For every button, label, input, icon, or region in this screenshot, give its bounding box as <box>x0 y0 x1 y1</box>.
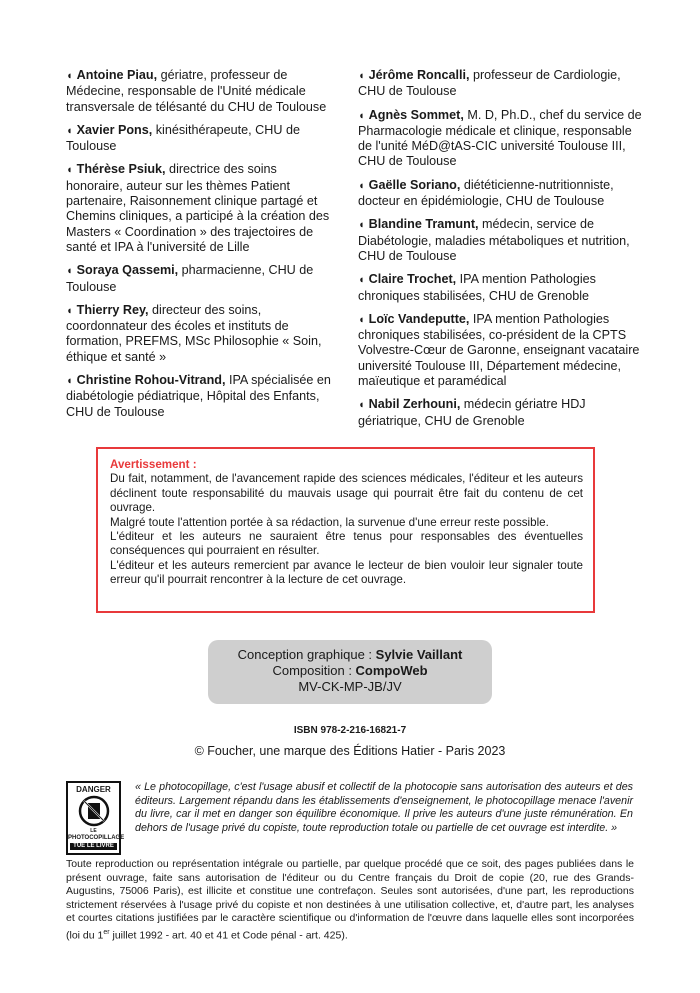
warning-paragraph: L'éditeur et les auteurs remercient par avance le lecteur de bien vouloir leur signaler toute erreur qu'il pourrait rencontrer à la lecture de cet ouvrage. <box>110 558 583 587</box>
danger-line: TUE LE LIVRE <box>70 843 117 850</box>
contributor-entry <box>66 123 336 155</box>
danger-line: LE <box>90 828 97 834</box>
contributor-description: directrice des soins honoraire, auteur sur les thèmes Patient partenaire, Raisonnement clinique partagé et Chemins cliniques, a participé à la création des Masters « Coordination » des trajectoires de santé et IPA à l'université de Lille <box>66 162 330 254</box>
photocopy-quote: « Le photocopillage, c'est l'usage abusif et collectif de la photocopie sans autorisation des auteurs et des éditeurs. Largement répandu dans les établissements d'enseignement, le photocopillage menace l'avenir du livre, car il met en danger son équilibre économique. Il prive les auteurs d'une juste rémunération. En dehors de l'usage privé du copiste, toute reproduction totale ou partielle de cet ouvrage est interdite. » <box>135 781 633 834</box>
contributor-entry <box>66 162 336 255</box>
bullet-icon: ◖ <box>358 70 365 82</box>
bullet-icon: ◖ <box>358 109 365 122</box>
contributor-entry <box>358 108 643 170</box>
credit-composition: Composition : CompoWeb <box>272 663 428 678</box>
copyright: © Foucher, une marque des Éditions Hatier - Paris 2023 <box>194 744 506 758</box>
contributor-description: IPA mention Pathologies chroniques stabilisées, CHU de Grenoble <box>358 272 596 303</box>
contributor-name: Thierry Rey, <box>76 302 149 317</box>
danger-line: PHOTOCOPILLAGE <box>68 835 125 841</box>
bullet-icon: ◖ <box>358 219 365 232</box>
contributors-left-column <box>66 68 336 437</box>
contributor-description: médecin, service de Diabétologie, maladies métaboliques et nutrition, CHU de Toulouse <box>358 217 630 263</box>
contributor-entry <box>66 68 336 115</box>
contributor-description: IPA mention Pathologies chroniques stabilisées, co-président de la CPTS Volvestre-Cœur de Garonne, enseignant vacataire université Toulouse III, Département médecine, maïeutique et paramédical <box>358 311 640 389</box>
contributor-description: directeur des soins, coordonnateur des écoles et instituts de formation, PREFMS, MSc Philosophie « Soin, éthique et santé » <box>66 302 322 364</box>
contributor-description: kinésithérapeute, CHU de Toulouse <box>66 122 300 154</box>
contributor-description: médecin gériatre HDJ gériatrique, CHU de Grenoble <box>358 397 586 428</box>
bullet-icon: ◖ <box>66 375 73 388</box>
bullet-icon: ◖ <box>358 399 365 412</box>
credits-box <box>208 640 492 704</box>
isbn: ISBN 978-2-216-16821-7 <box>293 725 407 736</box>
contributor-entry <box>358 68 643 100</box>
contributor-entry <box>358 217 643 264</box>
warning-paragraph: Du fait, notamment, de l'avancement rapide des sciences médicales, l'éditeur et les auteurs déclinent toute responsabilité du mauvais usage qui pourrait être fait du contenu de cet ouvrage. <box>110 472 583 515</box>
contributors-section <box>66 68 646 437</box>
contributor-name: Nabil Zerhouni, <box>368 397 461 412</box>
contributor-name: Xavier Pons, <box>76 122 153 137</box>
contributor-name: Gaëlle Soriano, <box>368 177 461 192</box>
warning-paragraph: Malgré toute l'attention portée à sa rédaction, la survenue d'une erreur reste possible. <box>110 515 549 529</box>
contributor-name: Blandine Tramunt, <box>368 217 479 232</box>
contributor-description: gériatre, professeur de Médecine, responsable de l'Unité médicale transversale de télésanté du CHU de Toulouse <box>66 68 327 114</box>
bullet-icon: ◖ <box>66 304 73 317</box>
designer-name: Sylvie Vaillant <box>375 647 463 662</box>
contributor-entry <box>66 263 336 295</box>
contributors-right-column <box>358 68 643 437</box>
contributor-description: diététicienne-nutritionniste, docteur en épidémiologie, CHU de Toulouse <box>358 177 614 209</box>
contributor-description: M. D, Ph.D., chef du service de Pharmacologie médicale et clinique, responsable de l'unité MéD@tAS-CIC université Toulouse III, CHU de Toulouse <box>358 107 642 169</box>
legal-notice: Toute reproduction ou représentation intégrale ou partielle, par quelque procédé que ce soit, des pages publiées dans le présent ouvrage, faite sans autorisation de l'éditeur ou du Centre français du Droit de copie (20, rue des Grands-Augustins, 75006 Paris), est illicite et constitue une contrefaçon. Seules sont autorisées, d'une part, les reproductions strictement réservées à l'usage privé du copiste et non destinées à une utilisation collective, et, d'autre part, les analyses et courtes citations justifiées par le caractère scientifique ou d'information de l'œuvre dans laquelle elles sont incorporées (loi du 1er juillet 1992 - art. 40 et 41 et Code pénal - art. 425). <box>66 858 634 942</box>
bullet-icon: ◖ <box>358 274 365 287</box>
no-photocopy-icon <box>77 795 111 827</box>
contributor-entry <box>66 303 336 365</box>
contributor-entry <box>358 397 643 429</box>
composition-name: CompoWeb <box>355 663 428 678</box>
credit-codes: MV-CK-MP-JB/JV <box>298 679 402 694</box>
contributor-name: Claire Trochet, <box>368 272 457 287</box>
bullet-icon: ◖ <box>66 164 73 177</box>
bullet-icon: ◖ <box>358 179 365 192</box>
contributor-name: Antoine Piau, <box>76 68 158 82</box>
credit-design: Conception graphique : Sylvie Vaillant <box>237 647 463 662</box>
contributor-description: professeur de Cardiologie, CHU de Toulouse <box>358 68 621 99</box>
contributor-name: Soraya Qassemi, <box>76 263 179 278</box>
warning-paragraph: L'éditeur et les auteurs ne sauraient être tenus pour responsables des éventuelles conséquences qui pourraient en résulter. <box>110 530 583 558</box>
contributor-name: Thérèse Psiuk, <box>76 162 166 177</box>
bullet-icon: ◖ <box>358 313 365 326</box>
warning-box <box>96 447 595 613</box>
contributor-description: pharmacienne, CHU de Toulouse <box>66 263 314 294</box>
bullet-icon: ◖ <box>66 124 73 137</box>
contributor-entry <box>358 178 643 210</box>
contributor-name: Christine Rohou-Vitrand, <box>76 373 226 388</box>
contributor-entry <box>66 373 336 420</box>
contributor-entry <box>358 312 643 389</box>
contributor-name: Jérôme Roncalli, <box>368 68 470 82</box>
bullet-icon: ◖ <box>66 70 73 82</box>
warning-title: Avertissement : <box>110 458 197 471</box>
danger-title: DANGER <box>76 785 111 794</box>
contributor-entry <box>358 272 643 304</box>
contributor-description: IPA spécialisée en diabétologie pédiatrique, Hôpital des Enfants, CHU de Toulouse <box>66 373 331 419</box>
contributor-name: Loïc Vandeputte, <box>368 311 470 326</box>
danger-photocopy-logo <box>66 781 125 855</box>
contributor-name: Agnès Sommet, <box>368 107 464 122</box>
bullet-icon: ◖ <box>66 265 73 278</box>
